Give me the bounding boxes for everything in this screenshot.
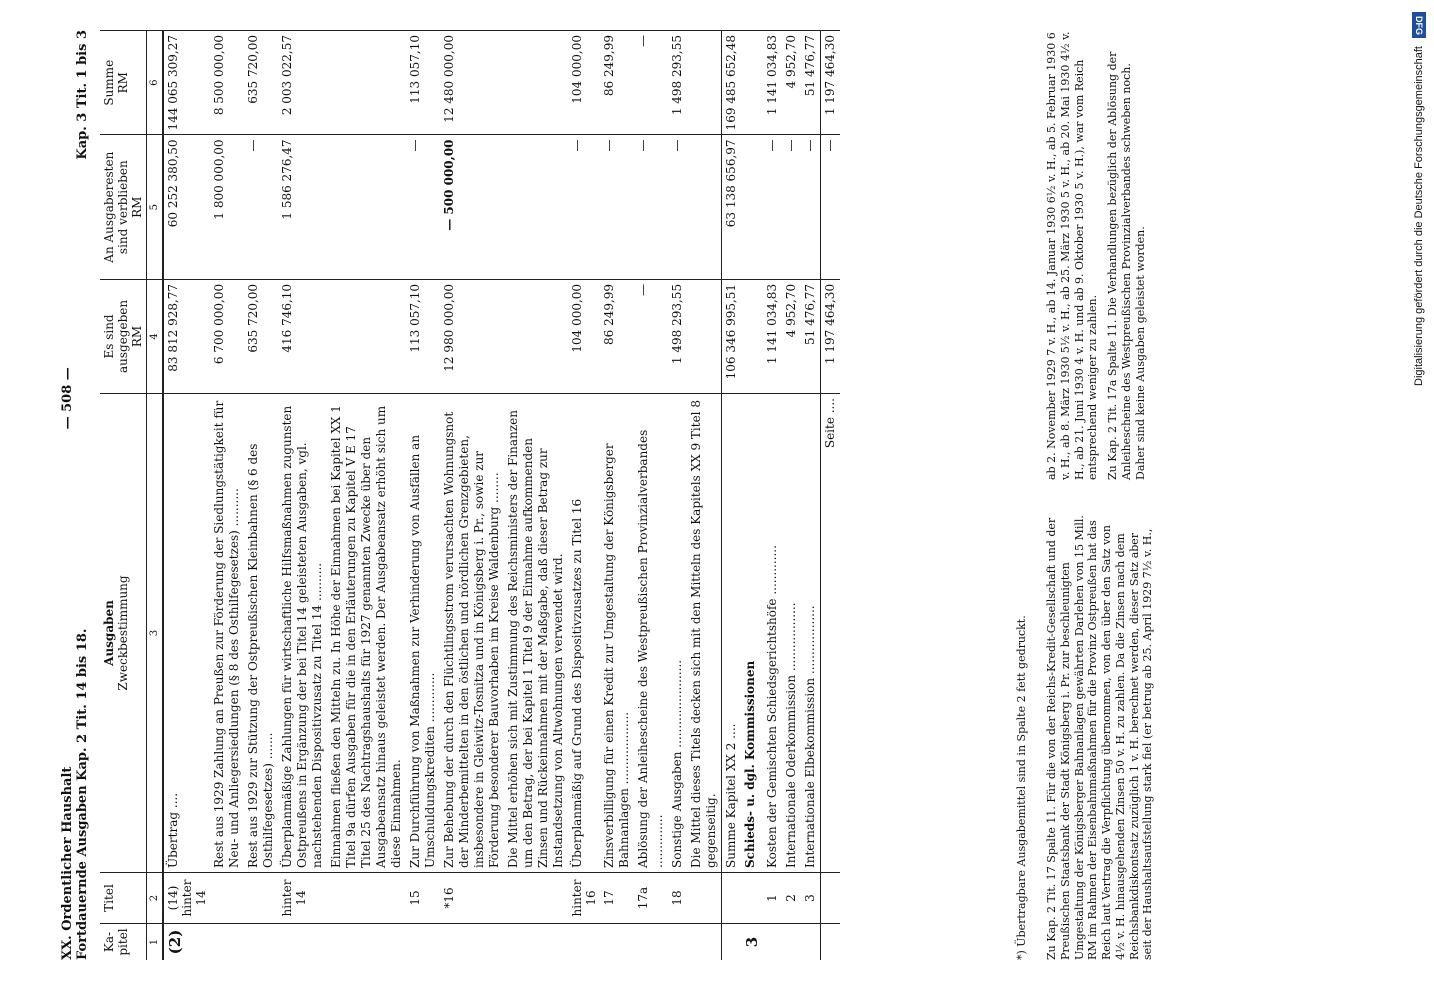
summe-cell: 12 480 000,00 [440,31,504,135]
kap3-heading: Schieds- u. dgl. Kommissionen [741,394,763,873]
kapitel-cell [668,924,687,961]
note-left: Zu Kap. 2 Tit. 17 Spalte 11. Für die von der Reichs-Kredit-Gesellschaft und der Preußischen Staatsbank der Stadt Königsberg i. Pr. zur beschleunigten Umgestaltung der Königsberger Bahnanlagen gewährten Darlehen von 15 Mill. RM im Rahmen der Eisenbahnmaßnahmen für die Provinz Ostpreußen hat das Reich laut Vertrag die Verpflichtung übernommen, von den über den Satz von 4½ v. H. hinausgehenden Zinsen 50 v. H. zu zahlen. Da die Zinsen nach dem Reichsbankdiskontsatz zuzüglich 1 v. H. berechnet werden, dieser Satz aber seit der Haushaltsaufstellung stark fiel (er betrug ab 25. April 1929 7½ v. H., [1045,515,1155,960]
rotated-page [0,20,1390,980]
ausgegeben-cell: 416 746,10 [278,279,327,393]
colnum: 1 [147,924,164,961]
summe-cell: 144 065 309,27 [163,31,210,135]
summe-cell [687,31,722,135]
kapitel-cell: (2) [163,924,210,961]
ausgegeben-cell: 12 980 000,00 [440,279,504,393]
description-cell: Rest aus 1929 zur Stützung der Ostpreußischen Kleinbahnen (§ 6 des Osthilfegesetzes) ....... [244,394,278,873]
table-row [668,31,687,961]
ausgabereste-cell: — 500 000,00 [440,135,504,279]
description-cell: Zinsverbilligung für einen Kredit zur Umgestaltung der Königsberger Bahnanlagen ................... [600,394,634,873]
col-ausgaben-sub: Zweckbestimmung [116,575,130,691]
table-row [600,31,634,961]
titel-cell [210,873,244,924]
description-cell: Überplanmäßige Zahlungen für wirtschaftliche Hilfsmaßnahmen zugunsten Ostpreußens in Ergänzung der bei Titel 14 geleisteten Ausgaben, vgl. nachstehenden Dispositivzusatz zu Titel 14 .......... [278,394,327,873]
unit-label: RM [116,72,130,94]
description-cell: Einnahmen fließen den Mitteln zu. In Höhe der Einnahmen bei Kapitel XX 1 Titel 9a dürfen Ausgaben für die in den Erläuterungen zu Kapitel V E 17 Titel 25 des Nachtragshaushalts für 1927 genannten Zwecke über den Ausgabeansatz hinaus geleistet werden. Der Ausgabeansatz erhöht sich um diese Einnahmen. [327,394,406,873]
unit-label: RM [130,196,144,218]
titel-cell: 15 [406,873,440,924]
col-summe [100,31,147,135]
ausgegeben-cell: 1 141 034,83 [763,279,782,393]
kapitel-cell [278,924,327,961]
page-header [60,30,90,960]
unit-label: RM [130,325,144,348]
table-row [244,31,278,961]
kap3-heading-row [741,31,763,961]
description-cell: Kosten der Gemischten Schiedsgerichtshöfe ............. [763,394,782,873]
credit-text: Digitalisierung gefördert durch die Deutsche Forschungsgemeinschaft [1413,46,1425,386]
header-subtitle: Fortdauernde Ausgaben Kap. 2 Tit. 14 bis 18. [75,628,90,960]
description-cell: Die Mittel dieses Titels decken sich mit den Mitteln des Kapitels XX 9 Titel 8 gegenseitig. [687,394,722,873]
titel-cell: 17 [600,873,634,924]
titel-cell: 17a [634,873,668,924]
colnum: 4 [147,279,164,393]
ausgabereste-cell: — [244,135,278,279]
ausgabereste-cell: — [600,135,634,279]
table-row [406,31,440,961]
titel-cell: 2 [782,873,801,924]
ausgegeben-cell: 6 700 000,00 [210,279,244,393]
description-cell: Internationale Elbekommission .................. [801,394,821,873]
ausgegeben-cell: 83 812 928,77 [163,279,210,393]
ausgabereste-cell [687,135,722,279]
col-titel: Titel [100,873,147,924]
ausgabereste-cell [504,135,568,279]
table-row [278,31,327,961]
summe-c4: 106 346 995,51 [722,279,742,393]
col-ausgabereste-label: An Ausgaberesten sind verblieben [102,151,130,263]
description-cell: Zur Behebung der durch den Flüchtlingsstrom verursachten Wohnungsnot der Minderbemittelten in den östlichen und nördlichen Grenzgebieten, insbesondere in Gleiwitz-Tosnitza und in Königsberg i. Pr., sowie zur Förderung besonderer Bauvorhaben im Kreise Waldenburg ........ [440,394,504,873]
col-es-sind-label: Es sind ausgegeben [102,299,130,374]
ausgabereste-cell: 1 800 000,00 [210,135,244,279]
summe-cell: 4 952,70 [782,31,801,135]
kapitel-cell [327,924,406,961]
seite-row [821,31,841,961]
ausgegeben-cell: 4 952,70 [782,279,801,393]
summe-cell: 635 720,00 [244,31,278,135]
col-ausgaben-title: Ausgaben [102,600,116,666]
kapitel-cell [634,924,668,961]
ausgabereste-cell: — [668,135,687,279]
digitization-credit [1404,8,1434,992]
summe-cell: 51 476,77 [801,31,821,135]
titel-cell: *16 [440,873,504,924]
description-cell: Die Mittel erhöhen sich mit Zustimmung des Reichsministers der Finanzen um den Betrag, der bei Kapitel 1 Titel 9 der Einnahme aufkommenden Zinsen und Rückeinnahmen mit der Maßgabe, daß dieser Betrag zur Instandsetzung von Altwohnungen verwendet wird. [504,394,568,873]
kapitel-cell: 3 [741,924,763,961]
titel-cell: hinter 16 [568,873,600,924]
titel-cell: 18 [668,873,687,924]
titel-cell [327,873,406,924]
ausgabereste-cell: 60 252 380,50 [163,135,210,279]
kapitel-cell [568,924,600,961]
titel-cell [244,873,278,924]
titel-cell [687,873,722,924]
dfg-logo: DFG [1412,12,1426,38]
summe-cell: — [634,31,668,135]
ausgegeben-cell: 1 498 293,55 [668,279,687,393]
colnum: 3 [147,394,164,873]
summe-c5: 63 138 656,97 [722,135,742,279]
note-right [1045,30,1155,480]
titel-cell: 1 [763,873,782,924]
col-es-sind [100,279,147,393]
summe-cell: 113 057,10 [406,31,440,135]
seite-label: Seite .... [821,394,841,873]
colnum: 5 [147,135,164,279]
summe-cell: 1 141 034,83 [763,31,782,135]
description-cell: Zur Durchführung von Maßnahmen zur Verhinderung von Ausfällen an Umschuldungskrediten ............. [406,394,440,873]
ausgegeben-cell: 113 057,10 [406,279,440,393]
titel-cell: (14) hinter 14 [163,873,210,924]
notes [1045,30,1155,960]
ausgegeben-cell [327,279,406,393]
description-cell: Übertrag .... [163,394,210,873]
header-subtitle-right: Kap. 3 Tit. 1 bis 3 [75,30,90,160]
note-right-b: Zu Kap. 2 Tit. 17a Spalte 11. Die Verhandlungen bezüglich der Ablösung der Anleihescheine des Westpreußischen Provinzialverbandes schweben noch. Daher sind keine Ausgaben geleistet worden. [1106,51,1147,480]
ausgegeben-cell [504,279,568,393]
description-cell: Überplanmäßig auf Grund des Dispositivzusatzes zu Titel 16 [568,394,600,873]
summe-cell: 8 500 000,00 [210,31,244,135]
seite-c5: — [821,135,841,279]
kapitel-cell [244,924,278,961]
ausgabereste-cell: — [782,135,801,279]
table-row [568,31,600,961]
titel-cell: hinter 14 [278,873,327,924]
summe-cell: 2 003 022,57 [278,31,327,135]
header-section: XX. Ordentlicher Haushalt [60,766,75,960]
summe-cell: 104 000,00 [568,31,600,135]
description-cell: Rest aus 1929 Zahlung an Preußen zur Förderung der Siedlungstätigkeit für Neu- und Anliegersiedlungen (§ 8 des Osthilfegesetzes) .......... [210,394,244,873]
colnum: 6 [147,31,164,135]
summe-cell: 1 498 293,55 [668,31,687,135]
table-row [163,31,210,961]
table-row [210,31,244,961]
ausgabereste-cell: — [568,135,600,279]
budget-table [100,30,840,960]
summe-kapitel-row [722,31,742,961]
ausgegeben-cell: — [634,279,668,393]
kapitel-cell [440,924,504,961]
summe-cell [504,31,568,135]
description-cell: Sonstige Ausgaben ....................... [668,394,687,873]
description-cell: Ablösung der Anleihescheine des Westpreußischen Provinzialverbandes .............. [634,394,668,873]
ausgabereste-cell: — [763,135,782,279]
titel-cell [504,873,568,924]
kapitel-cell [210,924,244,961]
kapitel-cell [687,924,722,961]
description-cell: Internationale Oderkommission .................. [782,394,801,873]
kapitel-cell [406,924,440,961]
ausgegeben-cell: 86 249,99 [600,279,634,393]
seite-c4: 1 197 464,30 [821,279,841,393]
ausgabereste-cell: 1 586 276,47 [278,135,327,279]
table-row [440,31,504,961]
col-ausgaben [100,394,147,873]
ausgegeben-cell: 635 720,00 [244,279,278,393]
table-row [782,31,801,961]
table-row [327,31,406,961]
ausgabereste-cell: — [406,135,440,279]
ausgegeben-cell [687,279,722,393]
col-ausgabereste [100,135,147,279]
summe-c6: 169 485 652,48 [722,31,742,135]
colnum: 2 [147,873,164,924]
table-row [504,31,568,961]
ausgegeben-cell: 104 000,00 [568,279,600,393]
table-row [801,31,821,961]
kapitel-cell [600,924,634,961]
seite-c6: 1 197 464,30 [821,31,841,135]
note-right-a: ab 2. November 1929 7 v. H., ab 14. Januar 1930 6½ v. H., ab 5. Februar 1930 6 v. H., ab 8. März 1930 5½ v. H., ab 25. März 1930 5 v. H., ab 20. Mai 1930 4½ v. H., ab 21. Juni 1930 4 v. H. und ab 9. Oktober 1930 5 v. H.), war vom Reich entsprechend weniger zu zahlen. [1045,31,1100,480]
table-row [687,31,722,961]
table-row [763,31,782,961]
ausgabereste-cell: — [634,135,668,279]
col-kapitel: Ka-pitel [100,924,147,961]
ausgabereste-cell: — [801,135,821,279]
ausgabereste-cell [327,135,406,279]
kapitel-cell [504,924,568,961]
ausgegeben-cell: 51 476,77 [801,279,821,393]
col-summe-label: Summe [102,59,116,106]
summe-cell [327,31,406,135]
footnote: *) Übertragbare Ausgabemittel sind in Spalte 2 fett gedruckt. [1015,615,1028,960]
titel-cell: 3 [801,873,821,924]
table-row [634,31,668,961]
summe-label: Summe Kapitel XX 2 .... [722,394,742,873]
page-number: — 508 — [60,367,75,430]
summe-cell: 86 249,99 [600,31,634,135]
